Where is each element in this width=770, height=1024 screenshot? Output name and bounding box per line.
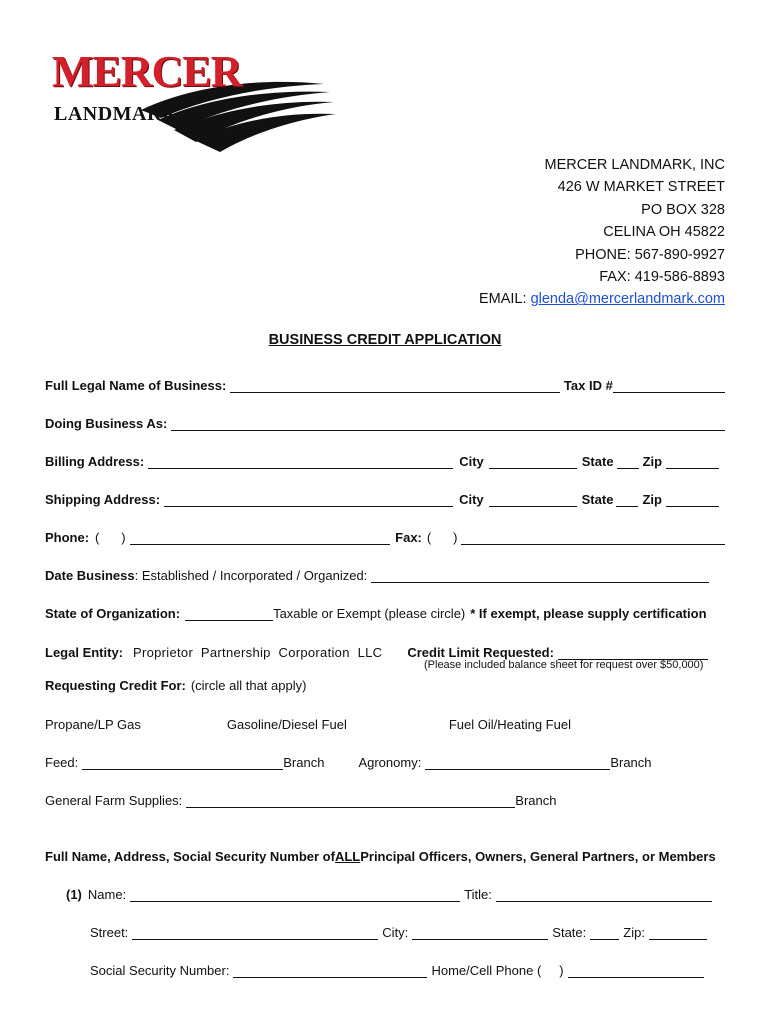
principal-1-zip-field[interactable]: [649, 924, 707, 940]
state-organization-label: State of Organization:: [45, 606, 181, 621]
shipping-address-row: [45, 487, 725, 507]
principal-1-ssn-field[interactable]: [233, 962, 427, 978]
tax-id-label: Tax ID #: [563, 378, 613, 393]
shipping-state-field[interactable]: [616, 491, 638, 507]
billing-state-field[interactable]: [617, 453, 639, 469]
principal-1-city-field[interactable]: [412, 924, 548, 940]
principal-1-state-field[interactable]: [590, 924, 619, 940]
requesting-credit-label: Requesting Credit For:: [45, 678, 186, 693]
principal-1-name-row: [66, 882, 725, 902]
phone-label: Phone:: [45, 530, 90, 545]
principal-1-ssn-label: Social Security Number:: [90, 963, 230, 978]
farm-supplies-branch-label: Branch: [515, 793, 557, 808]
phone-fax-row: [45, 525, 725, 545]
billing-address-label: Billing Address:: [45, 454, 145, 469]
principal-1-address-row: [90, 920, 725, 940]
billing-address-field[interactable]: [148, 453, 453, 469]
legal-name-label: Full Legal Name of Business:: [45, 378, 227, 393]
principal-1-name-field[interactable]: [130, 886, 460, 902]
fax-area-open: (: [426, 530, 432, 545]
company-address-block: [479, 154, 725, 311]
date-business-options: : Established / Incorporated / Organized:: [134, 568, 368, 583]
principal-1-number: (1): [66, 887, 82, 902]
option-propane[interactable]: Propane/LP Gas: [45, 717, 141, 732]
agronomy-label: Agronomy:: [358, 755, 422, 770]
principal-1-ssn-row: [90, 958, 725, 978]
date-business-row: [45, 563, 725, 583]
feed-branch-field[interactable]: [82, 754, 283, 770]
legal-name-field[interactable]: [230, 377, 560, 393]
principal-1-title-label: Title:: [464, 887, 492, 902]
taxable-exempt-text: Taxable or Exempt (please circle): [273, 606, 466, 621]
legal-name-row: [45, 373, 725, 393]
phone-area-open: (: [95, 530, 100, 545]
fuel-options-row: [45, 712, 725, 732]
principal-1-city-label: City:: [382, 925, 409, 940]
company-street: 426 W MARKET STREET: [557, 179, 725, 196]
requesting-credit-row: [45, 673, 725, 693]
agronomy-branch-label: Branch: [610, 755, 652, 770]
date-business-field[interactable]: [371, 567, 709, 583]
company-email-line: [479, 288, 725, 310]
principal-1-zip-label: Zip:: [623, 925, 645, 940]
principal-1-home-phone-close: ): [559, 963, 564, 978]
phone-area-close: ): [121, 530, 126, 545]
state-organization-row: [45, 601, 725, 621]
billing-zip-field[interactable]: [666, 453, 719, 469]
requesting-credit-note: (circle all that apply): [190, 678, 307, 693]
feed-branch-label: Branch: [283, 755, 325, 770]
billing-city-field[interactable]: [489, 453, 577, 469]
tax-id-field[interactable]: [613, 377, 725, 393]
shipping-zip-field[interactable]: [666, 491, 719, 507]
logo-wordmark-mercer: MERCER: [52, 47, 242, 96]
dba-row: [45, 411, 725, 431]
principals-heading-pre: Full Name, Address, Social Security Number of: [45, 849, 335, 864]
feed-agronomy-row: [45, 750, 725, 770]
shipping-state-label: State: [581, 492, 614, 507]
farm-supplies-branch-field[interactable]: [186, 792, 515, 808]
legal-entity-options[interactable]: Proprietor Partnership Corporation LLC: [133, 645, 383, 660]
state-organization-field[interactable]: [185, 605, 273, 621]
principal-1-street-label: Street:: [90, 925, 129, 940]
company-fax: FAX: 419-586-8893: [599, 269, 725, 286]
option-fuel-oil[interactable]: Fuel Oil/Heating Fuel: [448, 717, 571, 732]
credit-limit-field[interactable]: [558, 644, 708, 660]
credit-limit-label: Credit Limit Requested:: [407, 645, 554, 660]
email-label: EMAIL:: [478, 291, 531, 308]
mercer-landmark-logo: [46, 44, 336, 154]
company-name: MERCER LANDMARK, INC: [544, 157, 725, 173]
option-gasoline-diesel[interactable]: Gasoline/Diesel Fuel: [226, 717, 347, 732]
exempt-note: * If exempt, please supply certification: [470, 606, 707, 621]
legal-entity-label: Legal Entity:: [45, 645, 124, 660]
principal-1-home-phone-label: Home/Cell Phone (: [431, 963, 542, 978]
credit-limit-note: (Please included balance sheet for request over $50,000): [424, 659, 704, 671]
company-po-box: PO BOX 328: [641, 201, 725, 218]
legal-entity-row: [45, 640, 725, 660]
feed-label: Feed:: [45, 755, 79, 770]
farm-supplies-row: [45, 788, 725, 808]
fax-area-close: ): [453, 530, 458, 545]
date-business-label: Date Business: [45, 568, 135, 583]
shipping-address-label: Shipping Address:: [45, 492, 161, 507]
dba-label: Doing Business As:: [45, 416, 168, 431]
principal-1-home-phone-field[interactable]: [568, 962, 704, 978]
logo-wordmark-landmark: LANDMARK: [54, 103, 178, 125]
fax-label: Fax:: [395, 530, 422, 545]
farm-supplies-label: General Farm Supplies:: [45, 793, 183, 808]
dba-field[interactable]: [171, 415, 725, 431]
phone-field[interactable]: [130, 529, 391, 545]
principal-1-street-field[interactable]: [132, 924, 378, 940]
company-city: CELINA OH 45822: [603, 224, 725, 241]
shipping-city-label: City: [459, 492, 484, 507]
shipping-city-field[interactable]: [489, 491, 577, 507]
principal-1-name-label: Name:: [87, 887, 127, 902]
principals-heading-all: ALL: [334, 849, 361, 864]
shipping-address-field[interactable]: [164, 491, 453, 507]
principals-heading-post: Principal Officers, Owners, General Partners, or Members: [360, 849, 716, 864]
billing-zip-label: Zip: [642, 454, 663, 469]
company-phone: PHONE: 567-890-9927: [575, 246, 725, 263]
principal-1-title-field[interactable]: [496, 886, 712, 902]
shipping-zip-label: Zip: [642, 492, 662, 507]
billing-address-row: [45, 449, 725, 469]
form-title: BUSINESS CREDIT APPLICATION: [268, 332, 502, 348]
fax-field[interactable]: [461, 529, 725, 545]
principal-1-state-label: State:: [552, 925, 587, 940]
principals-heading: [45, 844, 725, 864]
billing-state-label: State: [581, 454, 614, 469]
agronomy-branch-field[interactable]: [425, 754, 610, 770]
email-link[interactable]: glenda@mercerlandmark.com: [530, 291, 725, 308]
billing-city-label: City: [459, 454, 484, 469]
